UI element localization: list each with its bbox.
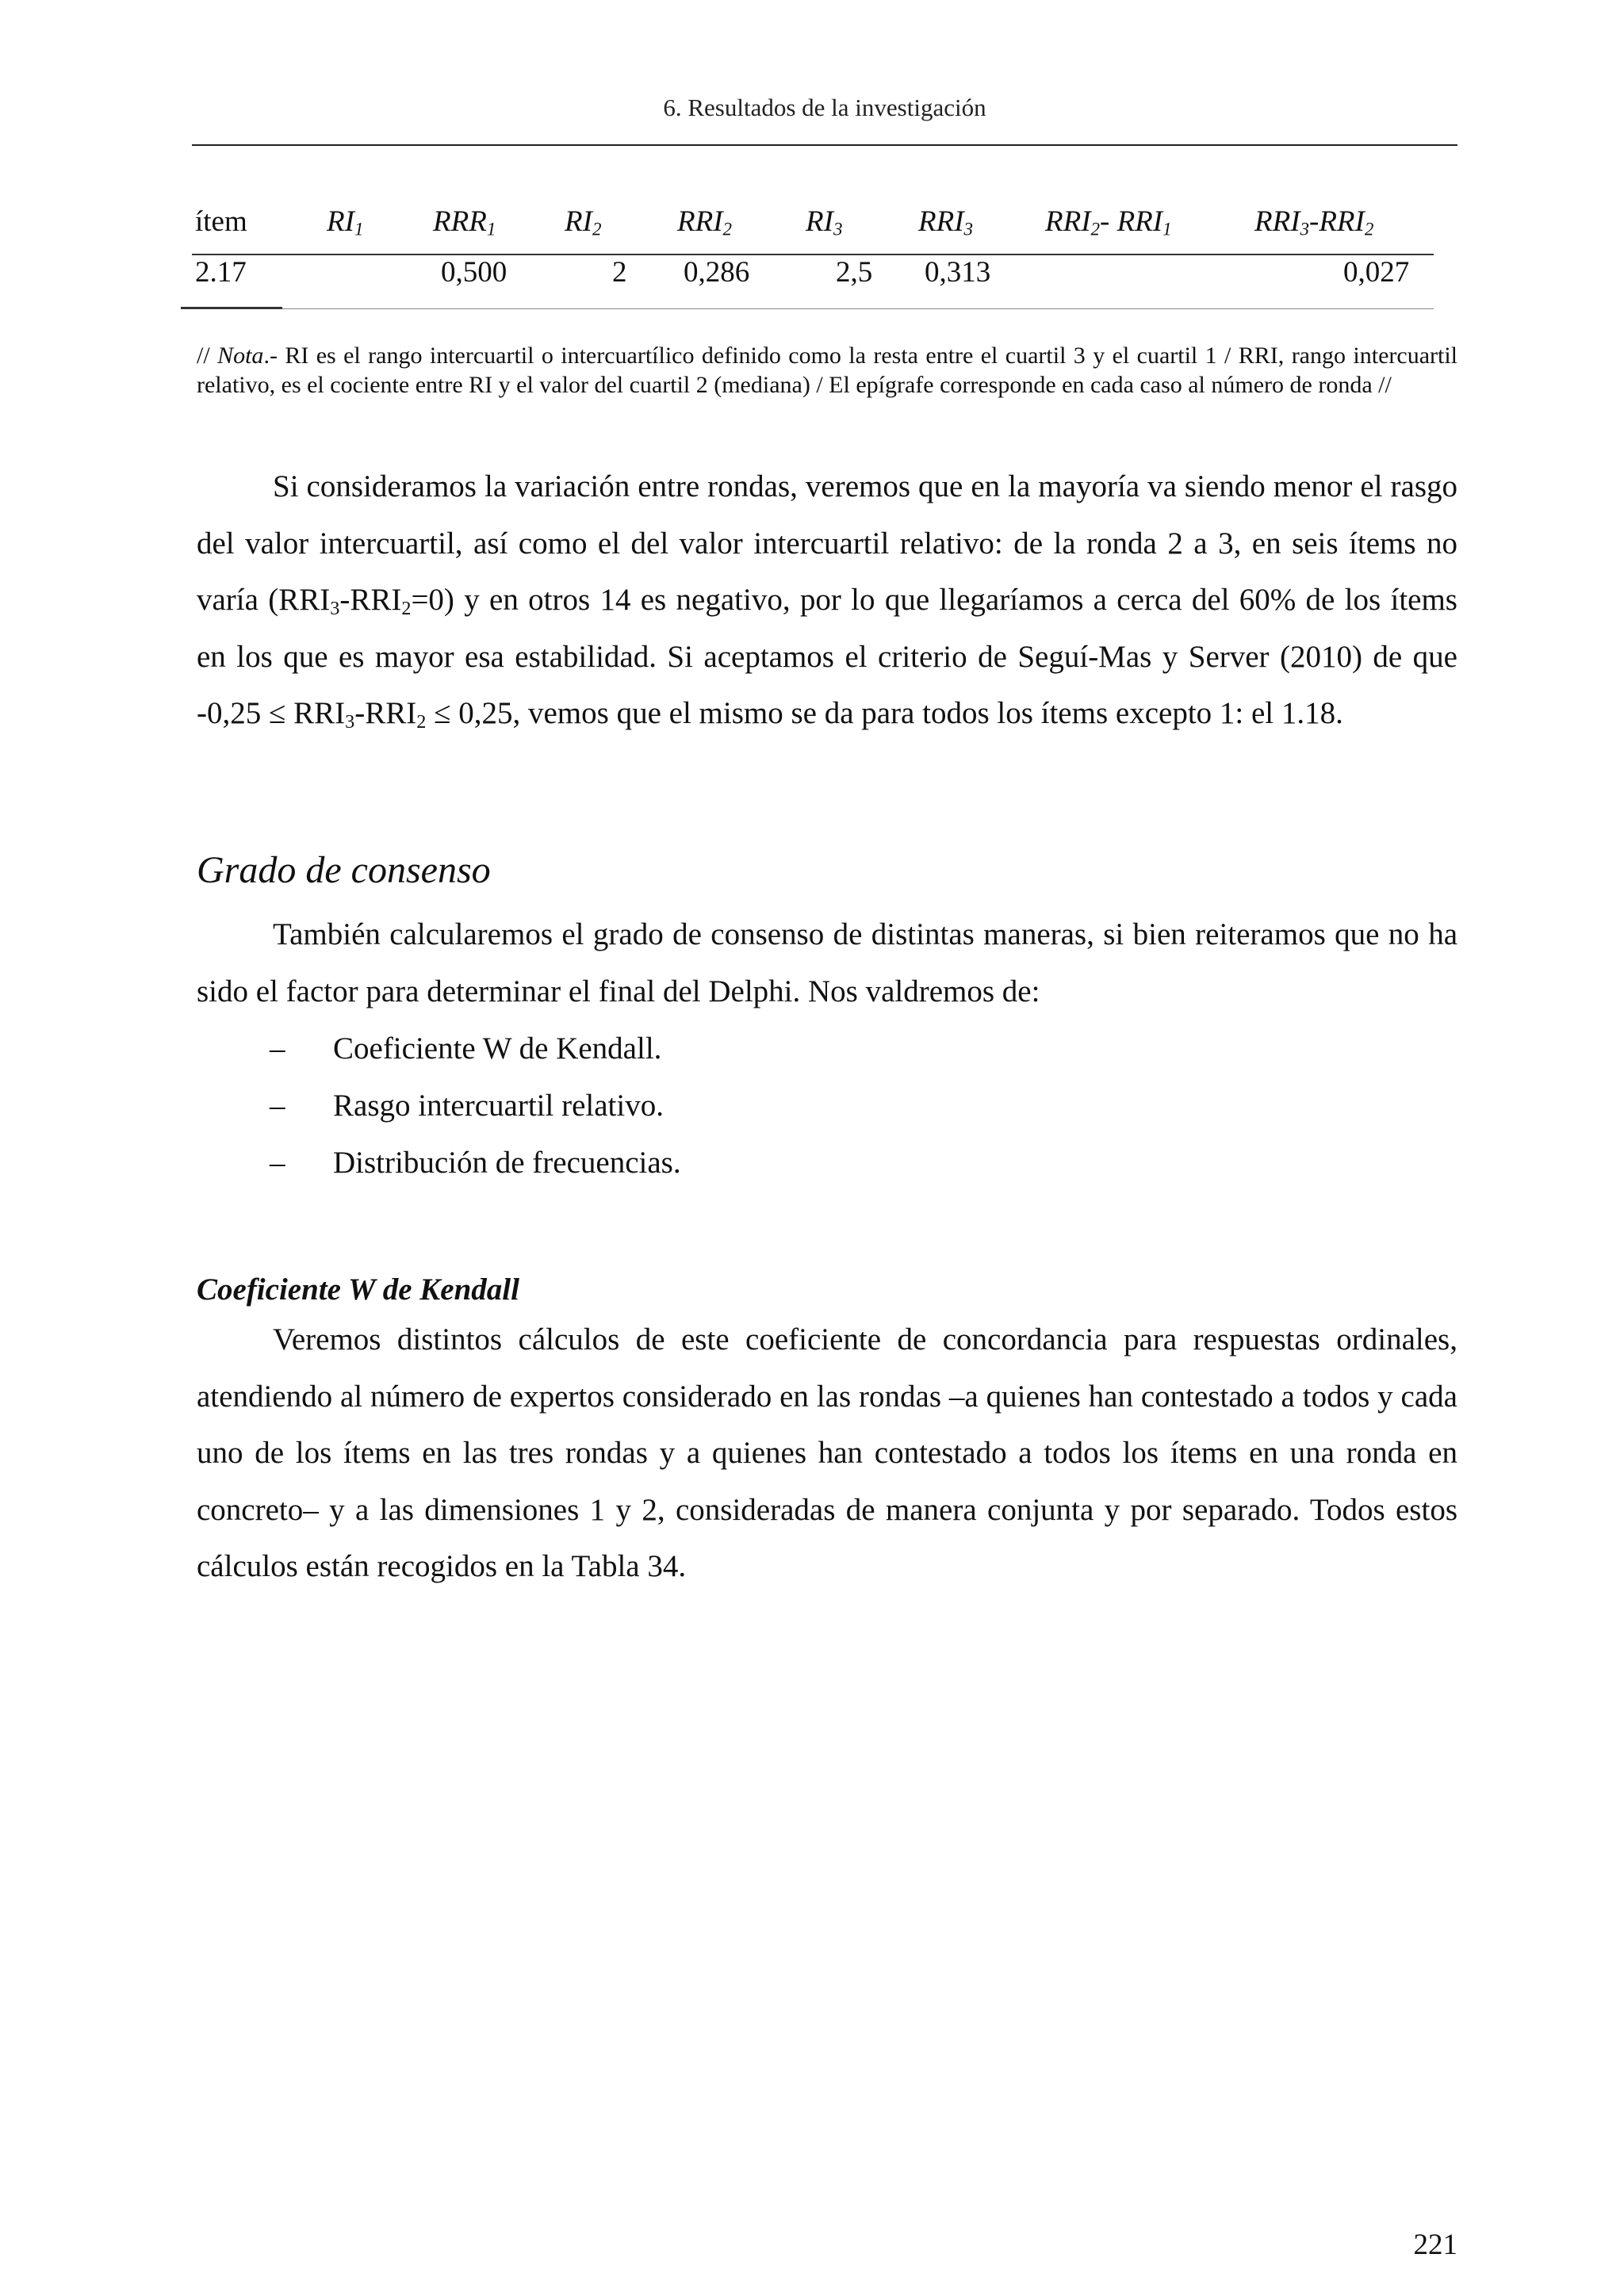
paragraph-rounds-variation: Si consideramos la variación entre rondas, veremos que en la mayoría va siendo menor el rasgo del valor intercuartil, así como el del valor intercuartil relativo: de la ronda 2 a 3, en seis ítems no varía $(RRI_3-RRI_2=0)$ y en otros 14 es negativo, por lo que llegaríamos a cerca del 60% de los ítems en los que es mayor esa estabilidad. Si aceptamos el criterio de Seguí-Mas y Server (2010) de que $-0,25 \le RRI_3-RRI_2 \le 0,25$, vemos que el mismo se da para todos los ítems excepto 1: el 1.18. [197, 469, 1457, 733]
col-header-ri2: $RI_2$ [565, 205, 602, 239]
section-heading: Grado de consenso [197, 849, 491, 891]
col-header-rrr1: $RRR_1$ [433, 205, 496, 239]
col-header-rri2-rri1: $RRI_2-$ $RRI_1$ [1045, 205, 1172, 239]
col-header-rri3-rri2: $RRI_3-RRI_2$ [1254, 205, 1374, 239]
col-header-ri3: $RI_3$ [806, 205, 843, 239]
paragraph-consensus-intro: También calcularemos el grado de consenso de distintas maneras, si bien reiteramos que no ha sido el factor para determinar el final del Delphi. Nos valdremos de: [197, 917, 1457, 1008]
table-bottom-rule-mark [181, 307, 282, 309]
results-table [0, 0, 1624, 333]
cell-rri3: 0,313 [925, 256, 991, 289]
running-header: 6. Resultados de la investigación [663, 94, 986, 121]
col-header-rri3: $RRI_3$ [918, 205, 973, 239]
cell-ri2: 2 [612, 256, 627, 289]
col-header-rri2: $RRI_2$ [677, 205, 732, 239]
cell-item: 2.17 [195, 256, 247, 289]
cell-rri3-rri2: 0,027 [1343, 256, 1410, 289]
cell-ri3: 2,5 [836, 256, 873, 289]
subsection-heading: Coeficiente W de Kendall [197, 1272, 519, 1307]
cell-rri2: 0,286 [684, 256, 750, 289]
table-note: // Nota.- RI es el rango intercuartil o intercuartílico definido como la resta entre el cuartil 3 y el cuartil 1 / RRI, rango intercuartil relativo, es el cociente entre RI y el valor del cuartil 2 (mediana) / El epígrafe corresponde en cada caso al número de ronda // [197, 342, 1457, 398]
col-header-item: ítem [195, 205, 247, 238]
table-header-rule [192, 254, 1434, 255]
cell-rrr1: 0,500 [441, 256, 508, 289]
col-header-ri1: $RI_1$ [327, 205, 364, 239]
table-bottom-rule [181, 308, 1434, 309]
page-number: 221 [1413, 2229, 1457, 2261]
paragraph-kendall: Veremos distintos cálculos de este coeficiente de concordancia para respuestas ordinales, atendiendo al número de expertos considerado en las rondas –a quienes han contestado a todos y cada uno de los ítems en las tres rondas y a quienes han contestado a todos los ítems en una ronda en concreto– y a las dimensiones 1 y 2, consideradas de manera conjunta y por separado. Todos estos cálculos están recogidos en la Tabla 34. [197, 1322, 1457, 1583]
